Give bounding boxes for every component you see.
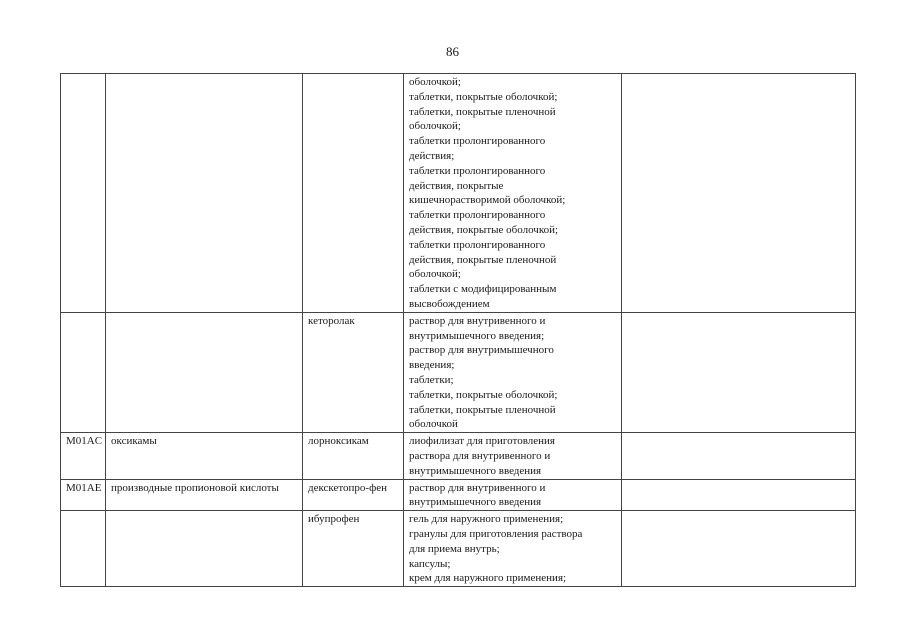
dosage-forms-cell (404, 479, 622, 511)
dosage-form-line: таблетки, покрытые оболочкой; (409, 388, 558, 401)
dosage-form-line: действия, покрытые оболочкой; (409, 223, 559, 236)
dosage-form-line: таблетки, покрытые пленочной (409, 403, 556, 416)
table-row (61, 433, 856, 479)
dosage-forms-cell (404, 511, 622, 587)
drug-name-cell: лорноксикам (303, 433, 404, 479)
extra-cell (622, 74, 856, 313)
table-row (61, 479, 856, 511)
dosage-form-line: таблетки пролонгированного (409, 164, 546, 177)
table-row (61, 312, 856, 432)
dosage-form-line: раствор для внутримышечного (409, 344, 554, 357)
dosage-form-line: внутримышечного введения; (409, 329, 545, 342)
drug-name-cell: ибупрофен (303, 511, 404, 587)
dosage-form-line: таблетки пролонгированного (409, 135, 546, 148)
group-name-cell (106, 511, 303, 587)
table-row (61, 74, 856, 313)
dosage-form-line: раствора для внутривенного и (409, 449, 551, 462)
dosage-form-line: введения; (409, 359, 455, 372)
drug-name-cell (303, 74, 404, 313)
dosage-form-line: оболочкой; (409, 76, 461, 88)
medication-table-body (61, 74, 856, 587)
atc-code-cell (61, 312, 106, 432)
group-name-cell (106, 74, 303, 313)
dosage-form-line: крем для наружного применения; (409, 572, 567, 585)
dosage-form-line: действия, покрытые пленочной (409, 253, 557, 266)
dosage-form-line: действия, покрытые (409, 179, 504, 192)
dosage-form-line: гель для наружного применения; (409, 513, 564, 526)
dosage-form-line: таблетки; (409, 373, 454, 386)
dosage-form-line: действия; (409, 149, 455, 162)
dosage-form-line: лиофилизат для приготовления (409, 435, 555, 448)
dosage-form-line: внутримышечного введения (409, 464, 542, 477)
extra-cell (622, 312, 856, 432)
group-name-cell: оксикамы (106, 433, 303, 479)
dosage-form-line: капсулы; (409, 557, 451, 570)
extra-cell (622, 479, 856, 511)
dosage-form-line: гранулы для приготовления раствора (409, 527, 583, 540)
extra-cell (622, 511, 856, 587)
extra-cell (622, 433, 856, 479)
atc-code-cell (61, 511, 106, 587)
page-number: 86 (446, 44, 459, 59)
dosage-form-line: таблетки пролонгированного (409, 209, 546, 222)
dosage-form-line: раствор для внутривенного и (409, 314, 546, 327)
dosage-form-line: оболочкой; (409, 120, 461, 133)
dosage-form-line: оболочкой; (409, 268, 461, 281)
dosage-form-line: внутримышечного введения (409, 496, 542, 509)
atc-code-cell: M01AE (61, 479, 106, 511)
group-name-cell (106, 312, 303, 432)
dosage-forms-cell (404, 433, 622, 479)
group-name-cell: производные пропионовой кислоты (106, 479, 303, 511)
drug-name-cell: декскетопро-фен (303, 479, 404, 511)
dosage-forms-cell (404, 312, 622, 432)
dosage-form-line: высвобождением (409, 297, 490, 310)
dosage-form-line: оболочкой (409, 418, 458, 431)
dosage-form-line: кишечнорастворимой оболочкой; (409, 194, 566, 207)
table-row (61, 511, 856, 587)
dosage-forms-cell (404, 74, 622, 313)
dosage-form-line: таблетки, покрытые пленочной (409, 105, 556, 118)
dosage-form-line: таблетки, покрытые оболочкой; (409, 90, 558, 103)
dosage-form-line: таблетки с модифицированным (409, 283, 557, 296)
atc-code-cell (61, 74, 106, 313)
atc-code-cell: M01AC (61, 433, 106, 479)
medication-table (60, 73, 856, 587)
dosage-form-line: раствор для внутривенного и (409, 481, 546, 494)
drug-name-cell: кеторолак (303, 312, 404, 432)
dosage-form-line: таблетки пролонгированного (409, 238, 546, 251)
dosage-form-line: для приема внутрь; (409, 542, 500, 555)
